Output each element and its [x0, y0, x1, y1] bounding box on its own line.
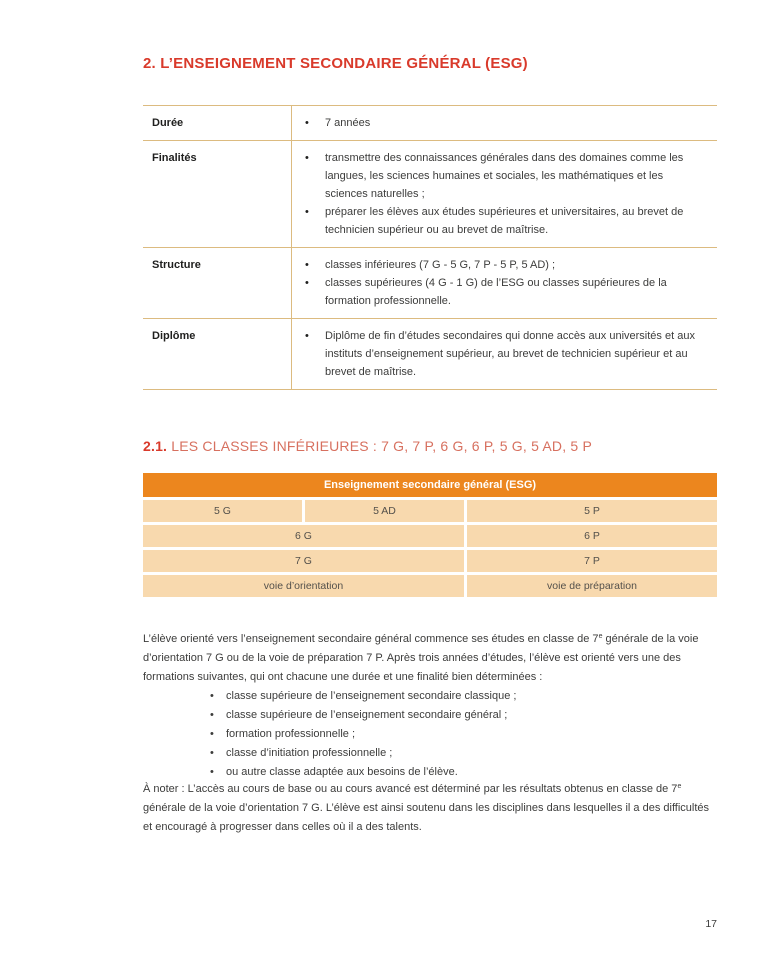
option-text: formation professionnelle ;	[226, 728, 356, 740]
bullet-icon: •	[305, 152, 309, 164]
bullet-icon: •	[210, 728, 214, 740]
paragraph-text: générale de la voie d’orientation 7 G. L’élève est ainsi soutenu dans les disciplines dans lesquelles il a des difficultés et encouragé à progresser dans celles où il a des talents.	[143, 802, 710, 833]
esg-cell-5ad: 5 AD	[305, 500, 464, 522]
info-bullet-text: préparer les élèves aux études supérieures et universitaires, au brevet de technicien supérieur ou au brevet de maîtrise.	[325, 206, 684, 236]
bullet-icon: •	[210, 747, 214, 759]
bullet-icon: •	[305, 330, 309, 342]
list-item	[305, 274, 703, 310]
list-item	[210, 687, 680, 706]
esg-cell-7g: 7 G	[143, 550, 464, 572]
esg-cell-5p: 5 P	[467, 500, 717, 522]
info-label-structure: Structure	[143, 248, 292, 318]
info-content-finalites	[292, 141, 717, 247]
info-bullet-text: transmettre des connaissances générales dans des domaines comme les langues, les sciences humaines et sociales, les mathématiques et les sciences naturelles ;	[325, 152, 684, 200]
esg-info-table	[143, 105, 717, 390]
info-content-structure	[292, 248, 717, 318]
section-number: 2.1.	[143, 438, 168, 454]
option-text: classe supérieure de l’enseignement secondaire classique ;	[226, 690, 517, 702]
paragraph-text: L’élève orienté vers l’enseignement secondaire général commence ses études en classe de 7	[143, 633, 599, 645]
list-item	[210, 706, 680, 725]
bullet-icon: •	[305, 206, 309, 218]
info-label-finalites: Finalités	[143, 141, 292, 247]
option-text: classe supérieure de l’enseignement secondaire général ;	[226, 709, 508, 721]
info-row-finalites	[143, 140, 717, 247]
bullet-icon: •	[305, 117, 309, 129]
info-label-diplome: Diplôme	[143, 319, 292, 389]
list-item	[305, 149, 703, 203]
info-row-structure	[143, 247, 717, 318]
info-row-diplome	[143, 318, 717, 390]
superscript-e: e	[677, 783, 682, 790]
esg-cell-5g: 5 G	[143, 500, 302, 522]
info-row-duree	[143, 105, 717, 140]
list-item	[305, 114, 703, 132]
bullet-icon: •	[210, 766, 214, 778]
superscript-e: e	[598, 633, 603, 640]
esg-cell-7p: 7 P	[467, 550, 717, 572]
esg-cell-voie-preparation: voie de préparation	[467, 575, 717, 597]
page-title: 2. L’ENSEIGNEMENT SECONDAIRE GÉNÉRAL (ESG)	[143, 55, 528, 72]
esg-structure-table	[143, 473, 717, 597]
list-item	[210, 725, 680, 744]
esg-table-header: Enseignement secondaire général (ESG)	[143, 473, 717, 497]
section-title: LES CLASSES INFÉRIEURES : 7 G, 7 P, 6 G, 6 P, 5 G, 5 AD, 5 P	[171, 438, 593, 454]
info-label-duree: Durée	[143, 106, 292, 140]
list-item	[305, 256, 703, 274]
esg-cell-6g: 6 G	[143, 525, 464, 547]
section-heading	[143, 438, 592, 454]
list-item	[305, 203, 703, 239]
list-item	[210, 744, 680, 763]
option-text: ou autre classe adaptée aux besoins de l’élève.	[226, 766, 458, 778]
info-bullet-text: 7 années	[325, 117, 371, 129]
bullet-icon: •	[305, 259, 309, 271]
option-text: classe d’initiation professionnelle ;	[226, 747, 393, 759]
info-bullet-text: classes inférieures (7 G - 5 G, 7 P - 5 P, 5 AD) ;	[325, 259, 556, 271]
esg-cell-6p: 6 P	[467, 525, 717, 547]
esg-cell-voie-orientation: voie d’orientation	[143, 575, 464, 597]
info-bullet-text: Diplôme de fin d’études secondaires qui donne accès aux universités et aux instituts d’enseignement supérieur, au brevet de technicien supérieur et au brevet de maîtrise.	[325, 330, 695, 378]
list-item	[305, 327, 703, 381]
info-bullet-text: classes supérieures (4 G - 1 G) de l’ESG ou classes supérieures de la formation professionnelle.	[325, 277, 667, 307]
info-content-duree	[292, 106, 717, 140]
info-content-diplome	[292, 319, 717, 389]
paragraph-text: générale de la voie d’orientation 7 G ou de la voie de préparation 7 P. Après trois années d’études, l’élève est orienté vers une des formations suivantes, qui ont chacune une durée et une finalité bien déterminées :	[143, 633, 699, 683]
page-number: 17	[705, 918, 717, 930]
paragraph-note	[143, 780, 721, 837]
orientation-options-list	[210, 687, 680, 782]
bullet-icon: •	[210, 709, 214, 721]
paragraph-intro	[143, 630, 721, 687]
bullet-icon: •	[210, 690, 214, 702]
bullet-icon: •	[305, 277, 309, 289]
paragraph-text: À noter : L’accès au cours de base ou au cours avancé est déterminé par les résultats obtenus en classe de 7	[143, 783, 678, 795]
